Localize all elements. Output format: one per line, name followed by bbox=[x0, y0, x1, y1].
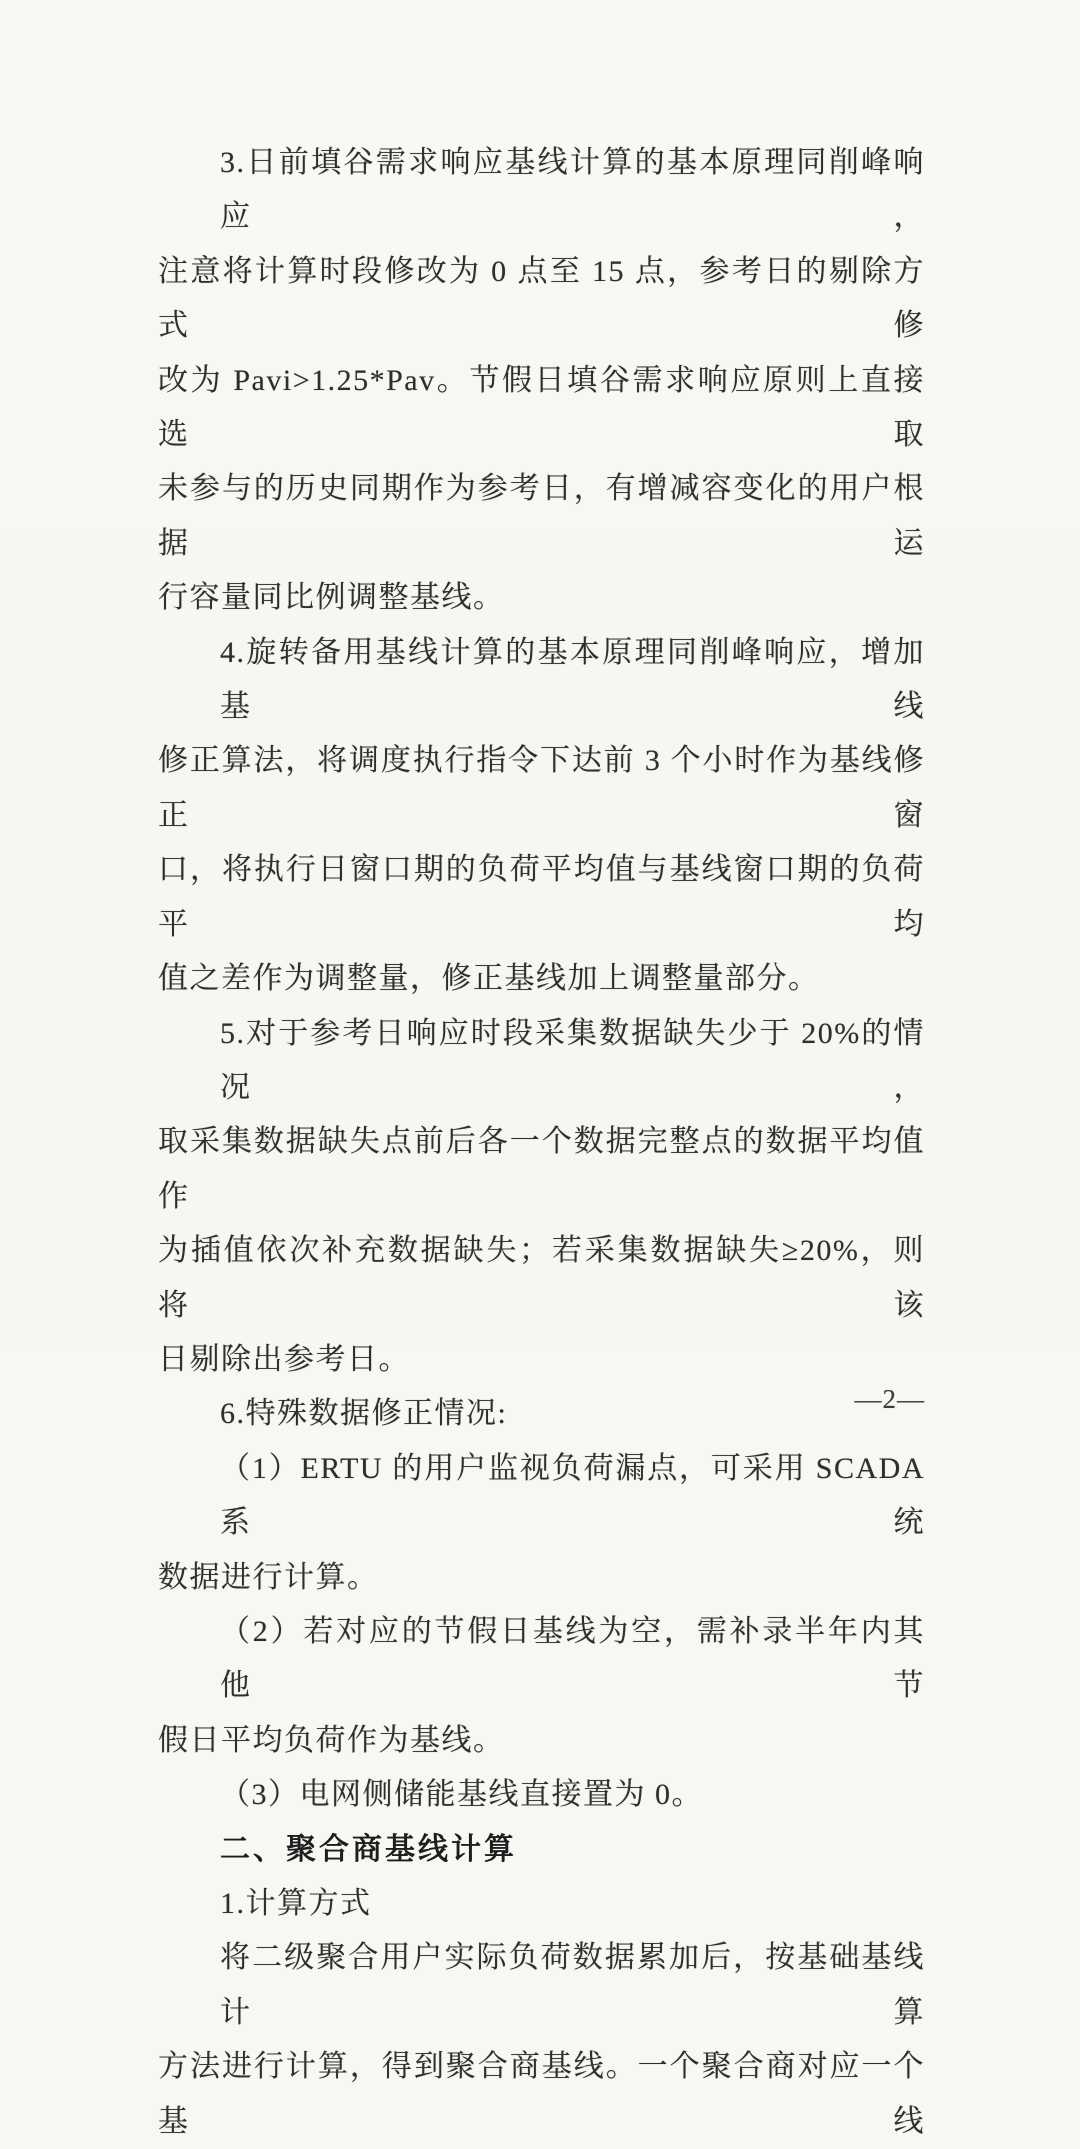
text-line: 值之差作为调整量，修正基线加上调整量部分。 bbox=[158, 962, 820, 996]
text-line: （2）若对应的节假日基线为空，需补录半年内其他节 bbox=[220, 1614, 925, 1703]
text-line: 方法进行计算，得到聚合商基线。一个聚合商对应一个基线 bbox=[158, 2050, 925, 2138]
text-line: 口，将执行日窗口期的负荷平均值与基线窗口期的负荷平均 bbox=[158, 853, 925, 941]
text-line: 4.旋转备用基线计算的基本原理同削峰响应，增加基线 bbox=[220, 635, 925, 724]
text-line: 注意将计算时段修改为 0 点至 15 点，参考日的剔除方式修 bbox=[158, 254, 925, 343]
text-line: 取采集数据缺失点前后各一个数据完整点的数据平均值作 bbox=[158, 1125, 925, 1213]
text-line: 为插值依次补充数据缺失；若采集数据缺失≥20%，则将该 bbox=[158, 1234, 925, 1322]
text-line: 行容量同比例调整基线。 bbox=[158, 581, 505, 615]
text-column bbox=[158, 136, 925, 2149]
page-number: —2— bbox=[854, 1384, 925, 1414]
text-line: 6.特殊数据修正情况: bbox=[220, 1397, 508, 1431]
text-line: （3）电网侧储能基线直接置为 0。 bbox=[220, 1778, 703, 1812]
text-line: 假日平均负荷作为基线。 bbox=[158, 1723, 505, 1757]
text-line: 未参与的历史同期作为参考日，有增减容变化的用户根据运 bbox=[158, 472, 925, 560]
text-line: 修正算法，将调度执行指令下达前 3 个小时作为基线修正窗 bbox=[158, 744, 925, 832]
text-line: 日剔除出参考日。 bbox=[158, 1342, 410, 1376]
section-heading: 二、聚合商基线计算 bbox=[220, 1832, 517, 1866]
text-line: 1.计算方式 bbox=[220, 1887, 372, 1920]
text-line: （1）ERTU 的用户监视负荷漏点，可采用 SCADA 系统 bbox=[220, 1451, 925, 1540]
text-line: 5.对于参考日响应时段采集数据缺失少于 20%的情况， bbox=[220, 1016, 925, 1104]
text-line: 3.日前填谷需求响应基线计算的基本原理同削峰响应， bbox=[220, 146, 925, 234]
text-line: 数据进行计算。 bbox=[158, 1560, 379, 1594]
text-line: 改为 Pavi>1.25*Pav。节假日填谷需求响应原则上直接选取 bbox=[158, 363, 925, 452]
text-line: 将二级聚合用户实际负荷数据累加后，按基础基线计算 bbox=[220, 1941, 925, 2029]
